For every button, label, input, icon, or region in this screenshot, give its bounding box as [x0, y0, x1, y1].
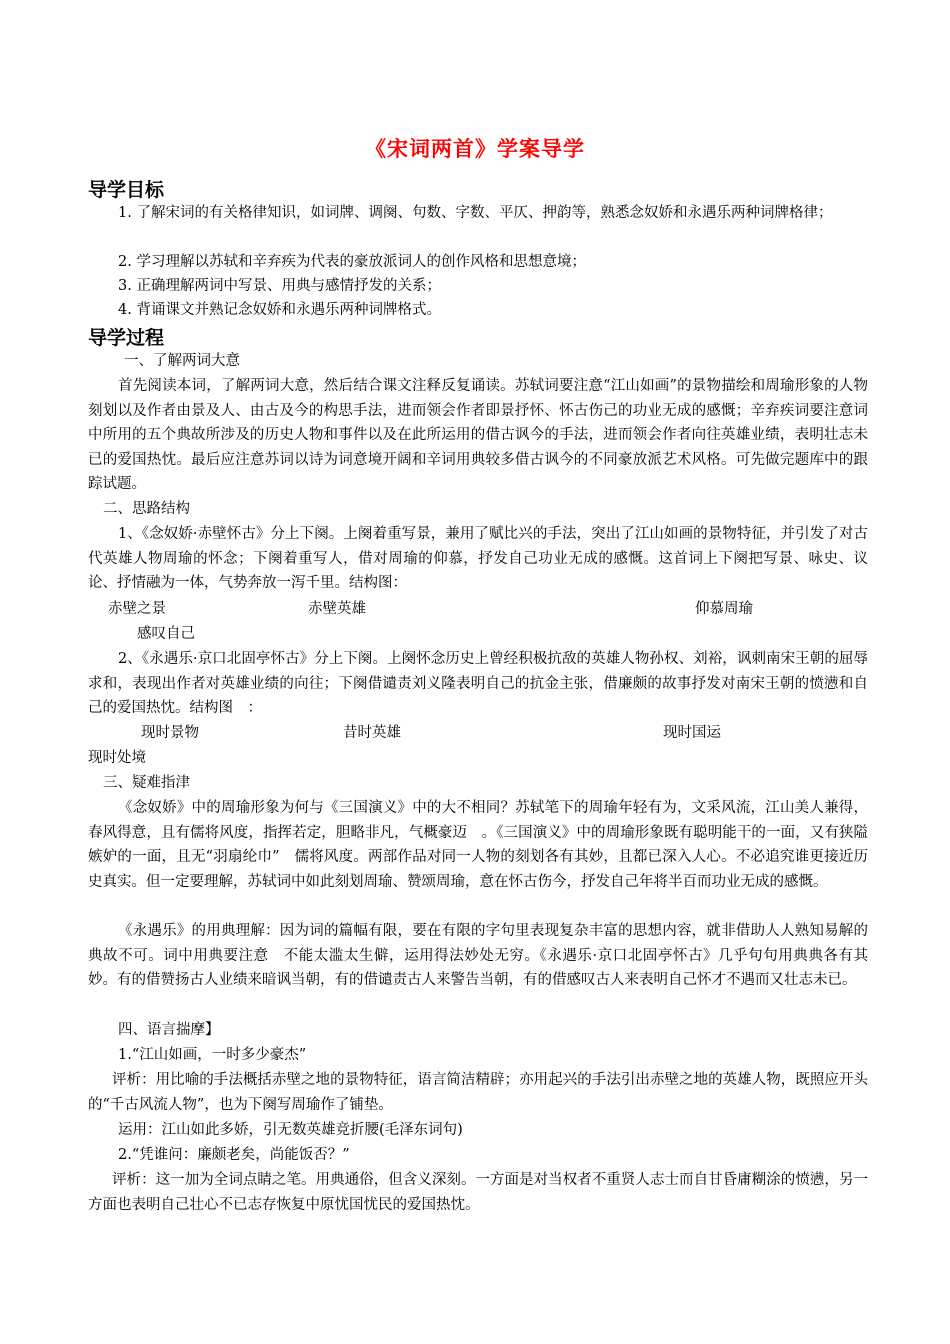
struct2-node-3: 现时国运 — [663, 725, 721, 741]
struct1-node-4: 感叹自己 — [137, 626, 195, 642]
document-title: 《宋词两首》学案导学 — [365, 137, 585, 161]
part3-heading: 三、疑难指津 — [103, 775, 190, 791]
struct1-node-3: 仰慕周瑜 — [695, 601, 753, 617]
part3-para2: 《永遇乐》的用典理解：因为词的篇幅有限，要在有限的字句里表现复杂丰富的思想内容，就非借助人人熟知易解的典故不可。词中用典要注意 不能太滥太生僻，运用得法妙处无穷。《永遇乐·京口北固亭怀古》几乎句句用典典各有其妙。有的借赞扬古人业绩来暗讽当朝，有的借谴责古人来警告当朝，有的借感叹古人来表明自己怀才不遇而又壮志未已。 — [88, 923, 868, 988]
struct2-node-4: 现时处境 — [88, 750, 146, 766]
struct2-node-1: 现时景物 — [141, 725, 199, 741]
goals-heading: 导学目标 — [88, 179, 165, 201]
struct2-node-2: 昔时英雄 — [343, 725, 401, 741]
part1-text: 首先阅读本词，了解两词大意，然后结合课文注释反复诵读。苏轼词要注意“江山如画”的景物描绘和周瑜形象的人物刻划以及作者由景及人、由古及今的构思手法，进而领会作者即景抒怀、怀古伤己的功业无成的感慨；辛弃疾词要注意词中所用的五个典故所涉及的历史人物和事件以及在此所运用的借古讽今的手法，进而领会作者向往英雄业绩，表明壮志未已的爱国热忱。最后应注意苏词以诗为词意境开阔和辛词用典较多借古讽今的不同豪放派艺术风格。可先做完题库中的跟踪试题。 — [88, 378, 868, 492]
part4-q2: 2.“凭谁问：廉颇老矣，尚能饭否？” — [118, 1147, 350, 1163]
part4-heading: 四、语言揣摩】 — [118, 1022, 220, 1038]
goal-item-4: 4. 背诵课文并熟记念奴娇和永遇乐两种词牌格式。 — [118, 302, 441, 318]
goal-item-3: 3. 正确理解两词中写景、用典与感情抒发的关系； — [118, 278, 441, 294]
goal-item-1: 1. 了解宋词的有关格律知识，如词牌、调阕、句数、字数、平仄、押韵等，熟悉念奴娇和永遇乐两种词牌格律； — [118, 205, 833, 221]
part3-para1: 《念奴娇》中的周瑜形象为何与《三国演义》中的大不相同？苏轼笔下的周瑜年轻有为，文采风流，江山美人兼得，春风得意，且有儒将风度，指挥若定，胆略非凡，气概豪迈 。《三国演义》中的周瑜形象既有聪明能干的一面，又有狭隘嫉妒的一面，且无“羽扇纶巾” 儒将风度。两部作品对同一人物的刻划各有其妙，且都已深入人心。不必追究谁更接近历史真实。但一定要理解，苏轼词中如此刻划周瑜、赞颂周瑜，意在怀古伤今，抒发自己年将半百而功业无成的感慨。 — [88, 800, 868, 890]
process-heading: 导学过程 — [88, 327, 165, 349]
part4-q1-comment: 评析：用比喻的手法概括赤壁之地的景物特征，语言简洁精辟；亦用起兴的手法引出赤壁之地的英雄人物，既照应开头的“千古风流人物”，也为下阕写周瑜作了铺垫。 — [88, 1072, 868, 1113]
part4-q1-usage: 运用：江山如此多娇，引无数英雄竞折腰(毛泽东词句) — [118, 1122, 463, 1138]
goal-item-2: 2. 学习理解以苏轼和辛弃疾为代表的豪放派词人的创作风格和思想意境； — [118, 254, 586, 270]
part2-heading: 二、思路结构 — [103, 501, 190, 517]
part2-para2: 2、《永遇乐·京口北固亭怀古》分上下阕。上阕怀念历史上曾经积极抗敌的英雄人物孙权、刘裕，讽刺南宋王朝的屈辱求和，表现出作者对英雄业绩的向往；下阕借谴责刘义隆表明自己的抗金主张，借廉颇的故事抒发对南宋王朝的愤懑和自己的爱国热忱。结构图 ： — [88, 651, 868, 716]
struct1-node-2: 赤壁英雄 — [308, 601, 366, 617]
part2-para1: 1、《念奴娇·赤壁怀古》分上下阕。上阕着重写景，兼用了赋比兴的手法，突出了江山如画的景物特征，并引发了对古代英雄人物周瑜的怀念；下阕着重写人，借对周瑜的仰慕，抒发自己功业无成的感慨。这首词上下阕把写景、咏史、议论、抒情融为一体，气势奔放一泻千里。结构图： — [88, 526, 868, 591]
part4-q2-comment: 评析：这一加为全词点睛之笔。用典通俗，但含义深刻。一方面是对当权者不重贤人志士而自甘昏庸糊涂的愤懑，另一方面也表明自己壮心不已志存恢复中原忧国忧民的爱国热忱。 — [88, 1172, 868, 1213]
struct1-node-1: 赤壁之景 — [108, 601, 166, 617]
part4-q1: 1.“江山如画，一时多少豪杰” — [118, 1047, 307, 1063]
part1-heading: 一、了解两词大意 — [124, 353, 240, 369]
